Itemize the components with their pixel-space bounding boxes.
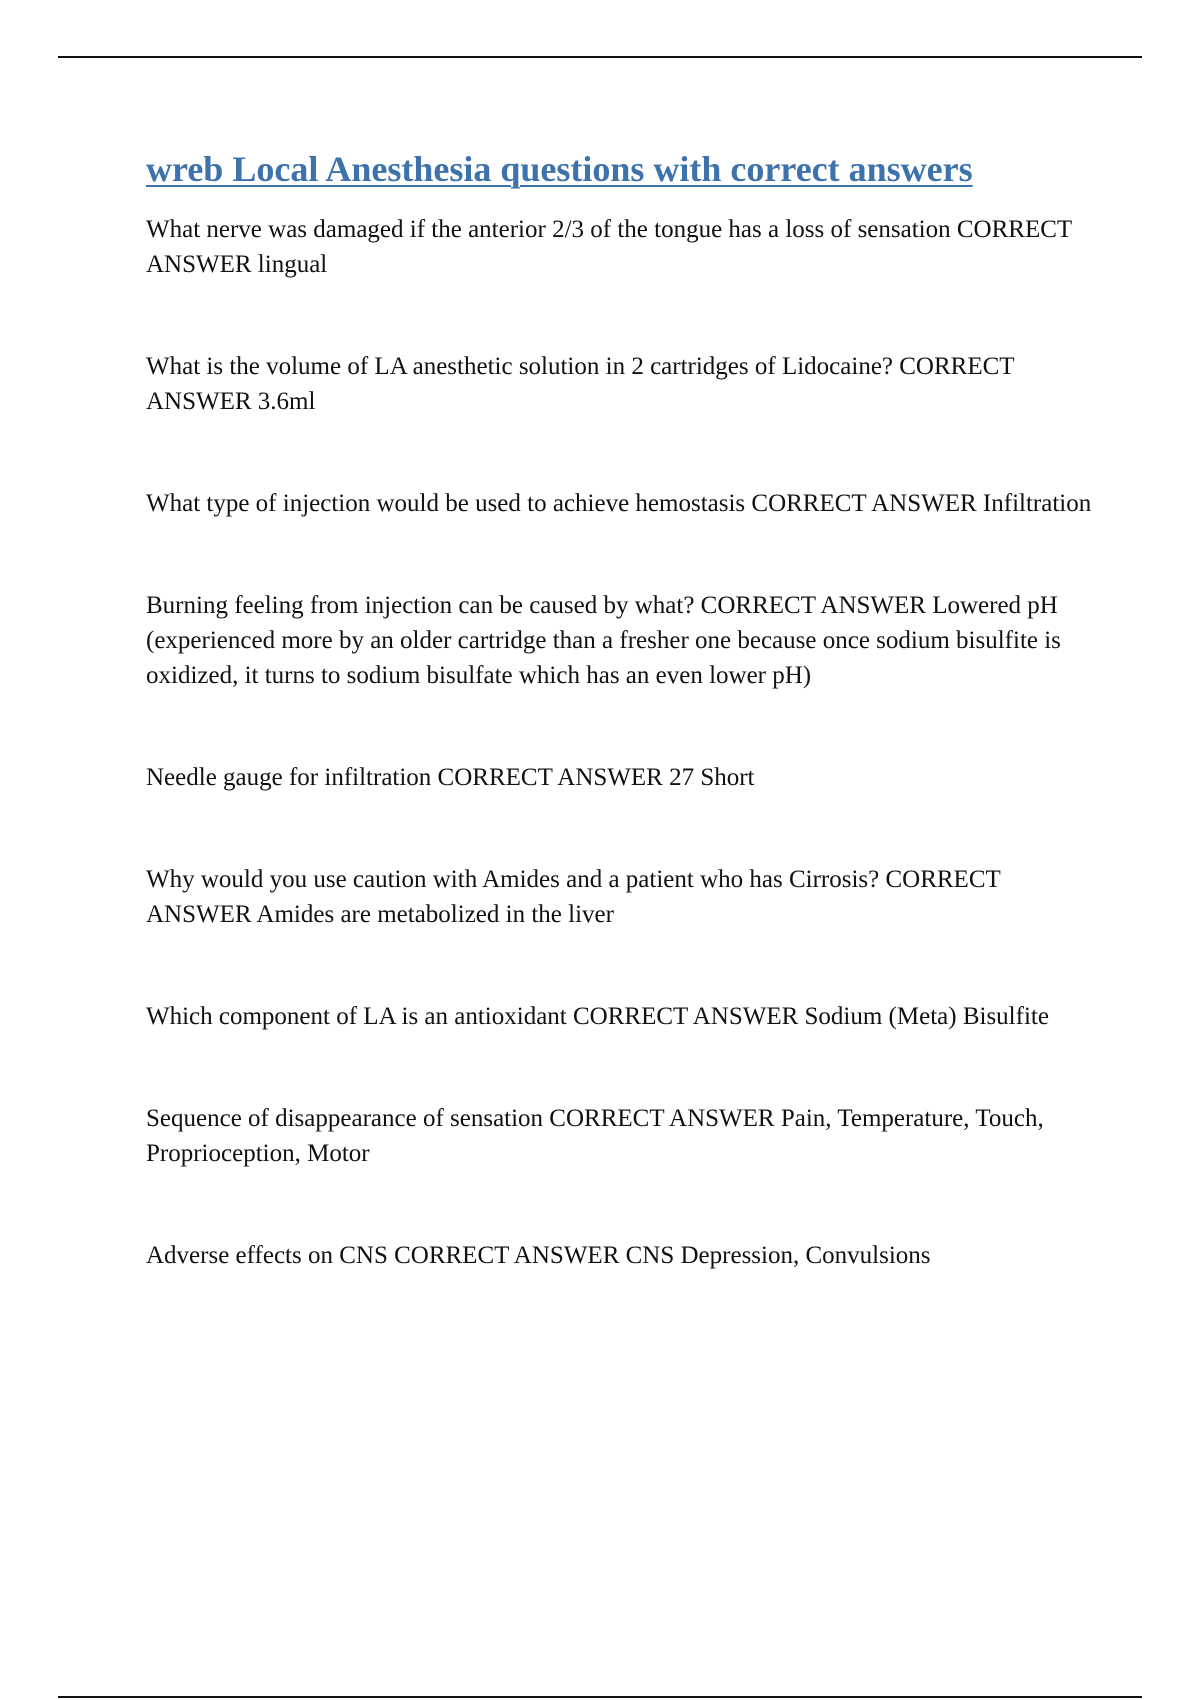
qa-item: Burning feeling from injection can be caused by what? CORRECT ANSWER Lowered pH (experienced more by an older cartridge than a fresher one because once sodium bisulfite is oxidized, it turns to sodium bisulfate which has an even lower pH)	[146, 592, 1061, 689]
header-rule	[58, 56, 1142, 58]
qa-item: What type of injection would be used to achieve hemostasis CORRECT ANSWER Infiltration	[146, 490, 1092, 517]
qa-item: Needle gauge for infiltration CORRECT ANSWER 27 Short	[146, 764, 755, 791]
qa-item: Adverse effects on CNS CORRECT ANSWER CNS Depression, Convulsions	[146, 1242, 931, 1269]
qa-item: Sequence of disappearance of sensation CORRECT ANSWER Pain, Temperature, Touch, Proprioception, Motor	[146, 1105, 1044, 1167]
qa-item: Which component of LA is an antioxidant CORRECT ANSWER Sodium (Meta) Bisulfite	[146, 1003, 1049, 1030]
qa-list	[146, 212, 1096, 1273]
document-title: wreb Local Anesthesia questions with correct answers	[146, 149, 973, 189]
qa-item: What nerve was damaged if the anterior 2/3 of the tongue has a loss of sensation CORRECT ANSWER lingual	[146, 216, 1072, 278]
footer-rule	[58, 1696, 1142, 1698]
document-body	[146, 146, 1096, 1340]
qa-item: What is the volume of LA anesthetic solution in 2 cartridges of Lidocaine? CORRECT ANSWER 3.6ml	[146, 353, 1015, 415]
qa-item: Why would you use caution with Amides and a patient who has Cirrosis? CORRECT ANSWER Amides are metabolized in the liver	[146, 866, 1001, 928]
